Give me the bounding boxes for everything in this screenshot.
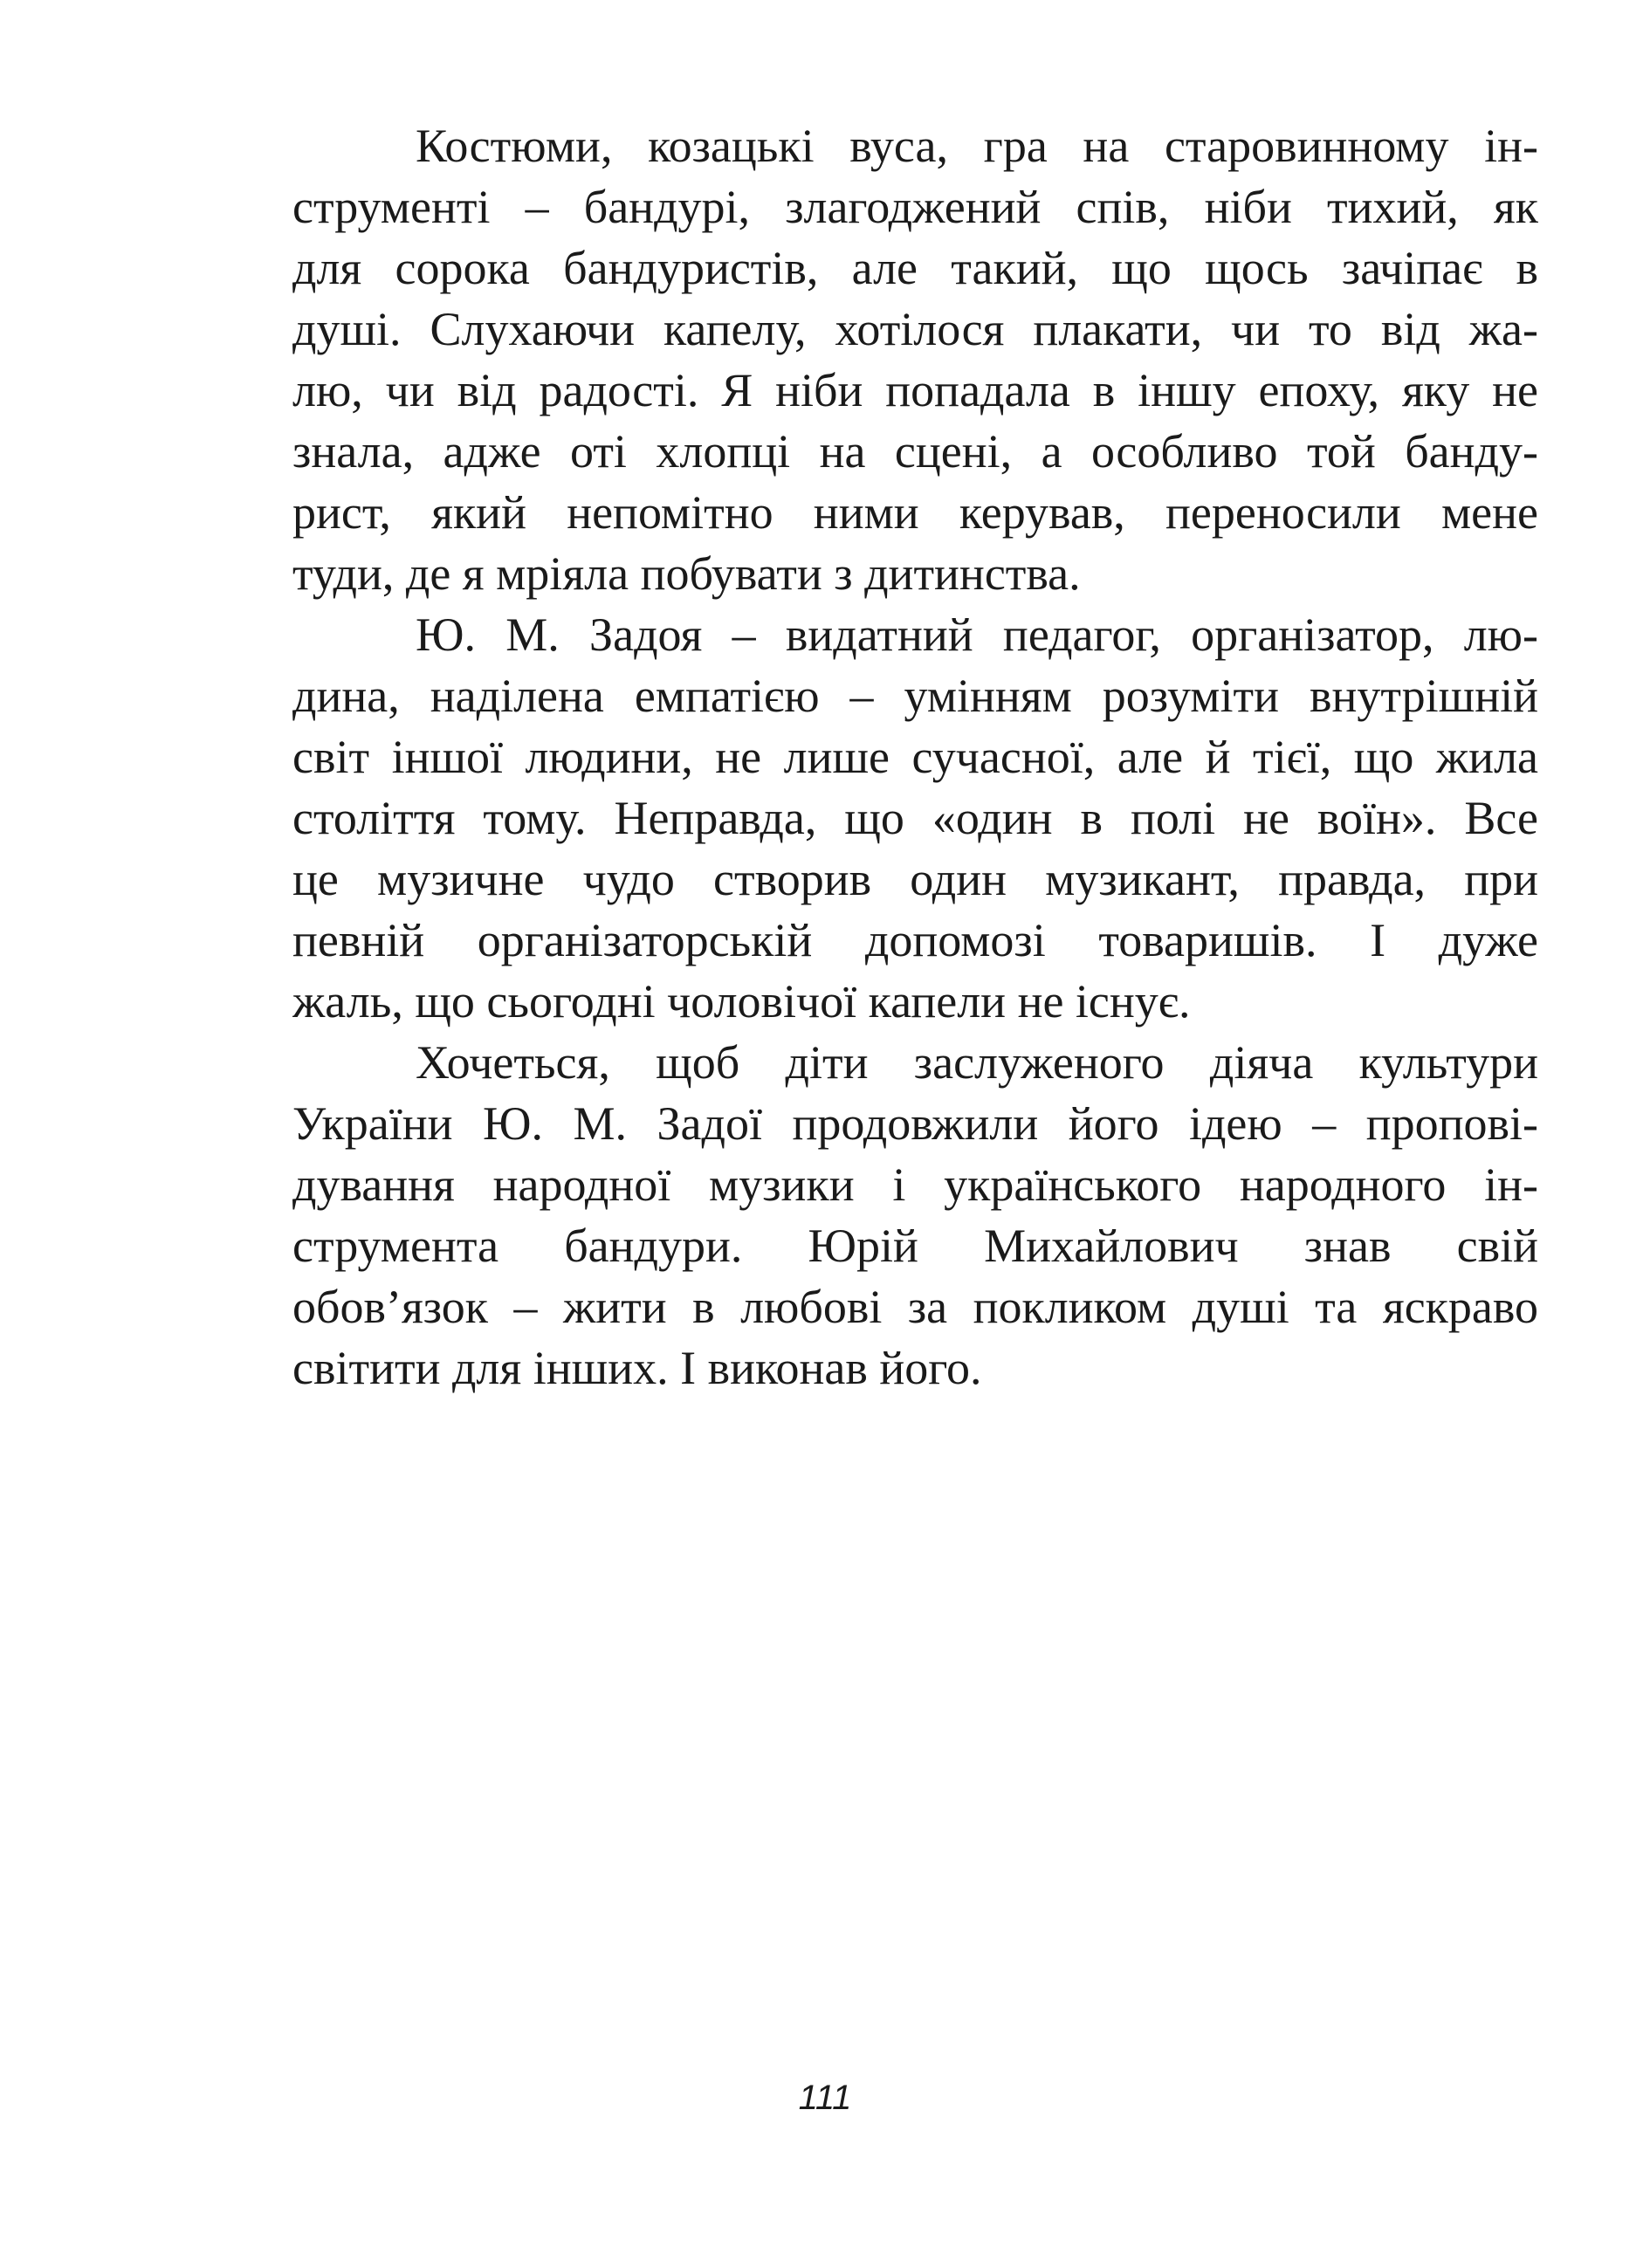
text-line: струменті – бандурі, злагоджений спів, ніби тихий, як: [292, 181, 1538, 233]
text-line: струмента бандури. Юрій Михайлович знав свій: [292, 1220, 1538, 1272]
text-line: жаль, що сьогодні чоловічої капели не існує.: [292, 975, 1191, 1027]
text-line: рист, який непомітно ними керував, переносили мене: [292, 486, 1538, 539]
paragraph-2: [292, 604, 1538, 1032]
text-line: Костюми, козацькі вуса, гра на старовинному ін-: [416, 120, 1538, 172]
text-line: світ іншої людини, не лише сучасної, але й тієї, що жила: [292, 731, 1538, 783]
text-line: туди, де я мріяла побувати з дитинства.: [292, 547, 1081, 600]
text-line: Ю. М. Задоя – видатний педагог, організатор, лю-: [416, 608, 1538, 661]
text-line: України Ю. М. Задої продовжили його ідею – пропові-: [292, 1097, 1538, 1150]
text-line: лю, чи від радості. Я ніби попадала в іншу епоху, яку не: [292, 364, 1538, 416]
text-line: Хочеться, щоб діти заслуженого діяча культури: [416, 1036, 1538, 1089]
text-line: для сорока бандуристів, але такий, що щось зачіпає в: [292, 242, 1538, 294]
paragraph-3: [292, 1032, 1538, 1399]
page-number: 111: [798, 2079, 852, 2117]
text-line: знала, адже оті хлопці на сцені, а особливо той банду-: [292, 425, 1538, 478]
text-line: душі. Слухаючи капелу, хотілося плакати, чи то від жа-: [292, 303, 1538, 355]
text-line: обов’язок – жити в любові за покликом душі та яскраво: [292, 1281, 1538, 1333]
body-text: [292, 115, 1538, 1399]
text-line: певній організаторській допомозі товаришів. І дуже: [292, 914, 1538, 966]
paragraph-1: [292, 115, 1538, 604]
text-line: це музичне чудо створив один музикант, правда, при: [292, 853, 1538, 905]
text-line: дина, наділена емпатією – умінням розуміти внутрішній: [292, 670, 1538, 722]
text-line: дування народної музики і українського народного ін-: [292, 1158, 1538, 1211]
text-line: світити для інших. І виконав його.: [292, 1342, 982, 1394]
text-line: століття тому. Неправда, що «один в полі не воїн». Все: [292, 792, 1538, 844]
